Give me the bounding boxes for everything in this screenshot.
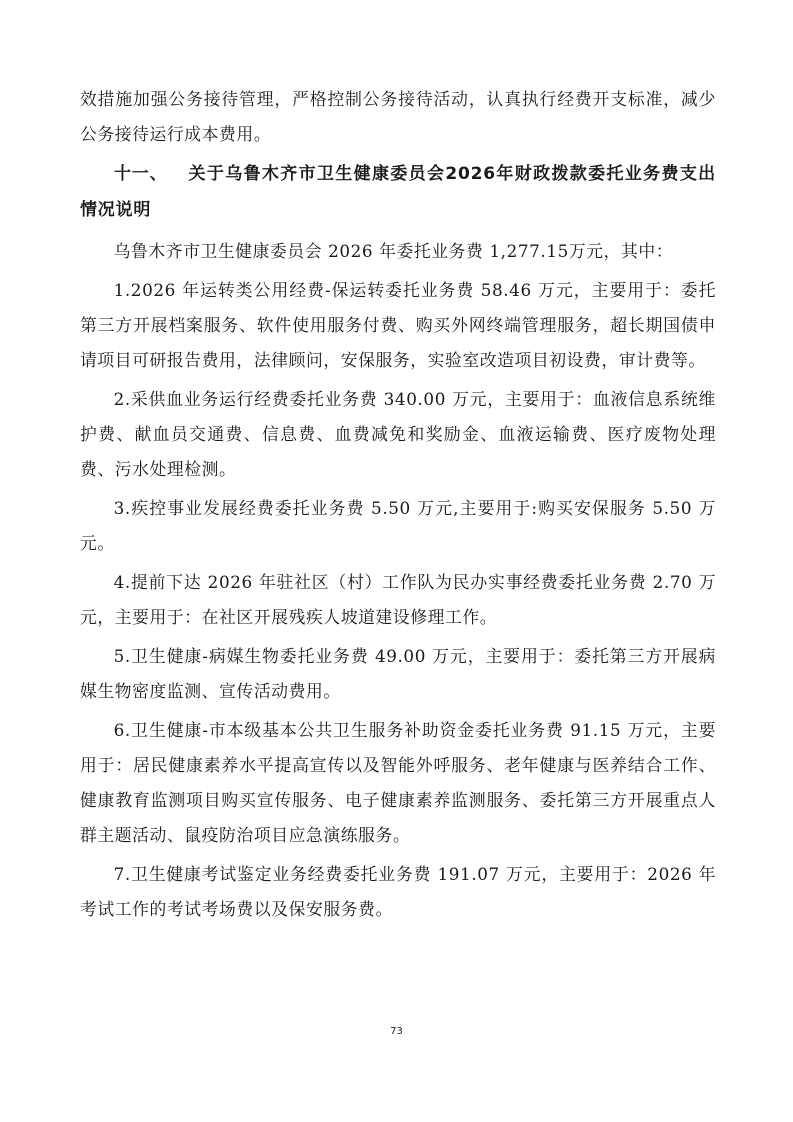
document-page <box>80 82 716 931</box>
list-item: 7.卫生健康考试鉴定业务经费委托业务费 191.07 万元，主要用于：2026 年考试工作的考试考场费以及保安服务费。 <box>80 864 716 919</box>
list-item: 6.卫生健康-市本级基本公共卫生服务补助资金委托业务费 91.15 万元，主要用于：居民健康素养水平提高宣传以及智能外呼服务、老年健康与医养结合工作、健康教育监测项目购买宣传服务、电子健康素养监测服务、委托第三方开展重点人群主题活动、鼠疫防治项目应急演练服务。 <box>80 720 716 845</box>
section-title: 关于乌鲁木齐市卫生健康委员会2026年财政拨款委托业务费支出情况说明 <box>80 164 716 220</box>
list-item: 2.采供血业务运行经费委托业务费 340.00 万元，主要用于：血液信息系统维护费、献血员交通费、信息费、血费减免和奖励金、血液运输费、医疗废物处理费、污水处理检测。 <box>80 389 716 479</box>
section-heading <box>80 156 716 228</box>
summary-paragraph: 乌鲁木齐市卫生健康委员会 2026 年委托业务费 1,277.15万元，其中： <box>113 241 674 261</box>
list-item: 3.疾控事业发展经费委托业务费 5.50 万元,主要用于:购买安保服务 5.50 万元。 <box>80 498 716 553</box>
section-number: 十一、 <box>114 164 168 184</box>
page-number: 73 <box>390 1026 403 1037</box>
list-item: 5.卫生健康-病媒生物委托业务费 49.00 万元，主要用于：委托第三方开展病媒生物密度监测、宣传活动费用。 <box>80 646 716 701</box>
list-item: 1.2026 年运转类公用经费-保运转委托业务费 58.46 万元，主要用于：委托第三方开展档案服务、软件使用服务付费、购买外网终端管理服务，超长期国债申请项目可研报告费用，法律顾问，安保服务，实验室改造项目初设费，审计费等。 <box>80 280 716 370</box>
intro-continuation-paragraph: 效措施加强公务接待管理，严格控制公务接待活动，认真执行经费开支标准，减少公务接待运行成本费用。 <box>80 89 716 144</box>
list-item: 4.提前下达 2026 年驻社区（村）工作队为民办实事经费委托业务费 2.70 万元，主要用于：在社区开展残疾人坡道建设修理工作。 <box>80 572 716 627</box>
